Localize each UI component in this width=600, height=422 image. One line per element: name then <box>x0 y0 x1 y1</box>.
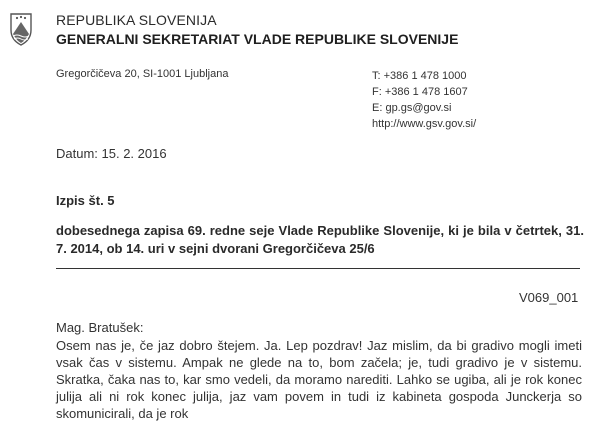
contact-website: http://www.gsv.gov.si/ <box>372 118 477 130</box>
divider-line <box>56 268 580 269</box>
org-name: REPUBLIKA SLOVENIJA <box>56 12 217 28</box>
speaker-name: Mag. Bratušek: <box>56 320 144 335</box>
document-date: Datum: 15. 2. 2016 <box>56 146 167 161</box>
org-department: GENERALNI SEKRETARIAT VLADE REPUBLIKE SLOVENIJE <box>56 31 459 47</box>
document-subject: dobesednega zapisa 69. redne seje Vlade Republike Slovenije, ki je bila v četrtek, 31. 7. 2014, ob 14. uri v sejni dvorani Gregorčičeva 25/6 <box>56 223 584 256</box>
contact-email: E: gp.gs@gov.si <box>372 102 452 114</box>
document-number: Izpis št. 5 <box>56 193 115 208</box>
contact-fax: F: +386 1 478 1607 <box>372 86 468 98</box>
slovenia-coat-of-arms-icon <box>8 8 34 48</box>
office-address: Gregorčičeva 20, SI-1001 Ljubljana <box>56 68 229 80</box>
contact-phone: T: +386 1 478 1000 <box>372 70 467 82</box>
contact-block <box>372 68 476 132</box>
document-reference: V069_001 <box>519 290 579 305</box>
transcript-paragraph: Osem nas je, če jaz dobro štejem. Ja. Lep pozdrav! Jaz mislim, da bi gradivo mogli imeti vsak čas v sistemu. Ampak ne glede na to, bom začela; je, tudi gradivo je v sistemu. Skratka, čaka nas to, kar smo vedeli, da moramo narediti. Lahko se ugiba, ali je rok konec julija ali ni rok konec julija, jaz vam povem in tudi iz kabineta gospoda Junckerja so skomunicirali, da je rok <box>56 338 582 421</box>
